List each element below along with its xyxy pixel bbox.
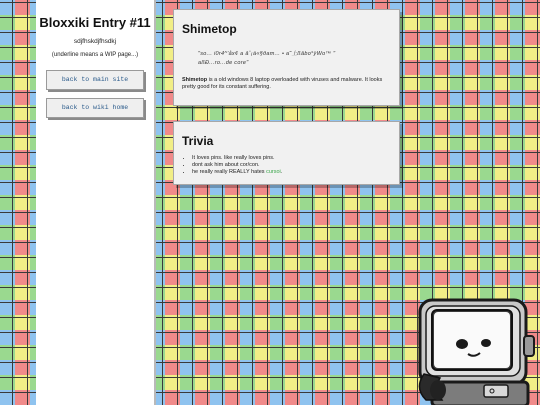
quote-line: "so... i0r4^'åx¢ a âˆ¡ä«§ðam... • a˜上ßâbo°ÿWo™ " bbox=[198, 51, 336, 57]
sidebar bbox=[36, 0, 156, 405]
trivia-item bbox=[192, 169, 282, 176]
trivia-item: • It loves pins. like really loves pins. bbox=[192, 155, 282, 162]
trivia-list bbox=[182, 155, 282, 176]
back-to-wiki-home-button[interactable]: back to wiki home bbox=[46, 98, 144, 118]
shimetop-laptop-image bbox=[412, 296, 540, 405]
trivia-title: Trivia bbox=[182, 134, 214, 148]
trivia-item-text: he really really REALLY hates bbox=[192, 169, 267, 175]
trivia-panel bbox=[173, 121, 400, 185]
entry-panel bbox=[173, 9, 400, 106]
cursoi-link[interactable]: cursoi bbox=[266, 169, 281, 175]
entry-description-text: is a old windows 8 laptop overloaded with viruses and malware. It looks pretty good for its constant suffering. bbox=[182, 77, 383, 90]
entry-title: Shimetop bbox=[182, 22, 237, 36]
trivia-item-suffix: . bbox=[280, 169, 283, 175]
entry-description bbox=[182, 77, 396, 91]
trivia-item: • dont ask him about cor/con. bbox=[192, 162, 282, 169]
back-to-main-site-button[interactable]: back to main site bbox=[46, 70, 144, 90]
page-subtitle: sdjfhskdjfhsdkj bbox=[73, 38, 117, 45]
entry-description-name: Shimetop bbox=[182, 77, 208, 83]
wip-note: (underline means a WIP page...) bbox=[51, 52, 139, 58]
page-title: Bloxxiki Entry #11 bbox=[39, 15, 151, 30]
entry-quote bbox=[198, 50, 388, 68]
quote-line: aßÐ...ro...de core" bbox=[198, 60, 249, 66]
